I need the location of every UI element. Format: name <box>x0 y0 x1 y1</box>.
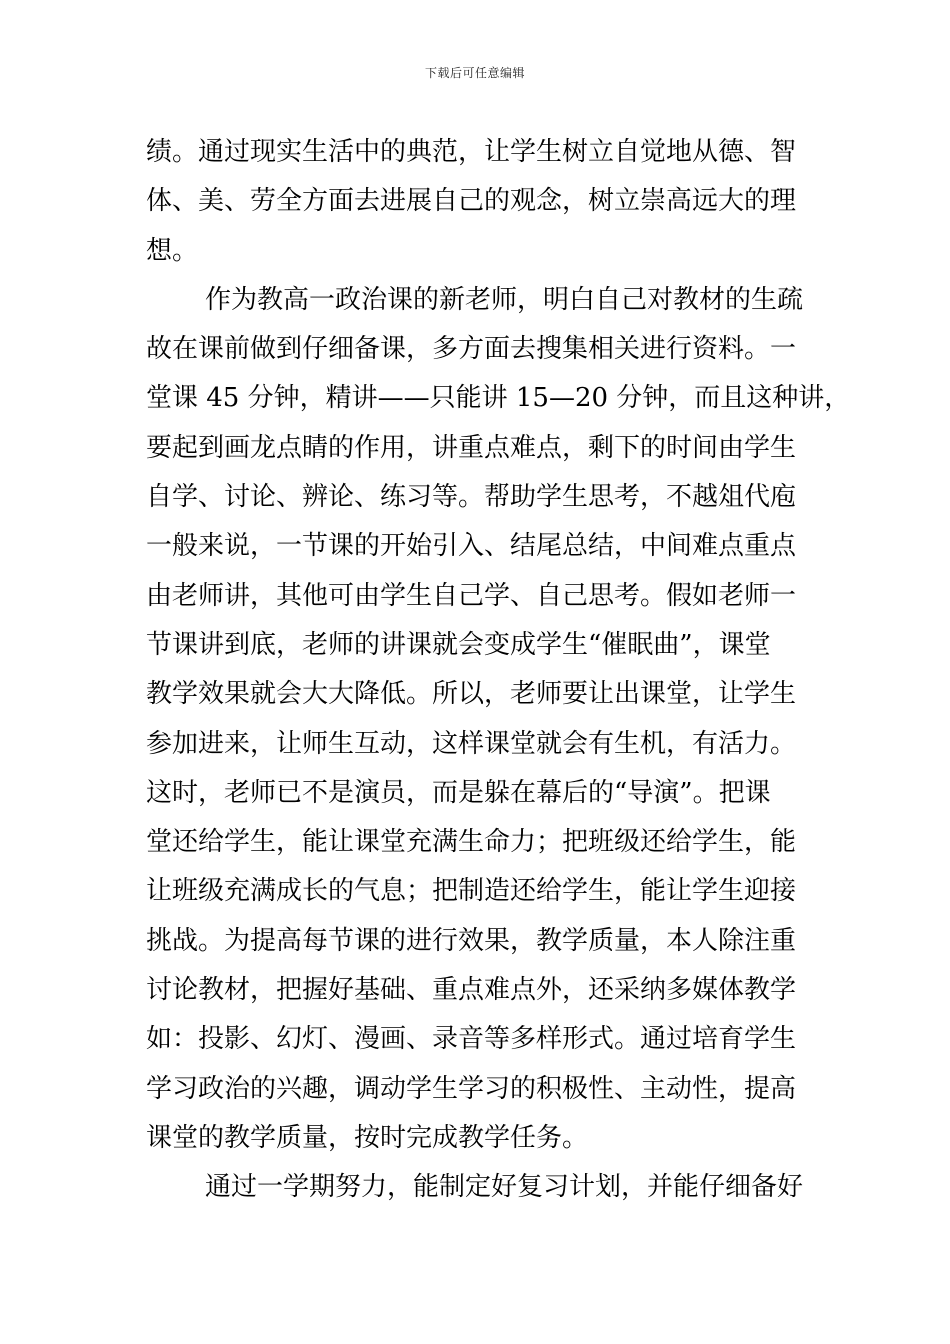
text-line: 如：投影、幻灯、漫画、录音等多样形式。通过培育学生 <box>146 1024 797 1055</box>
text-line: 要起到画龙点睛的作用，讲重点难点，剩下的时间由学生 <box>146 432 797 463</box>
text-line: 由老师讲，其他可由学生自己学、自己思考。假如老师一 <box>146 580 797 611</box>
paragraph-first-line: 作为教高一政治课的新老师，明白自己对教材的生疏 <box>205 284 804 315</box>
text-line: 节课讲到底，老师的讲课就会变成学生“催眠曲”，课堂 <box>146 629 771 660</box>
text-line: 想。 <box>146 235 199 266</box>
text-line: 堂课 45 分钟，精讲——只能讲 15—20 分钟，而且这种讲， <box>146 383 851 414</box>
text-line: 自学、讨论、辨论、练习等。帮助学生思考，不越俎代庖 <box>146 482 797 513</box>
text-line: 挑战。为提高每节课的进行效果，教学质量，本人除注重 <box>146 925 797 956</box>
text-line: 绩。通过现实生活中的典范，让学生树立自觉地从德、智 <box>146 137 797 167</box>
text-line: 让班级充满成长的气息；把制造还给学生，能让学生迎接 <box>146 876 797 907</box>
text-line: 一般来说，一节课的开始引入、结尾总结，中间难点重点 <box>146 531 797 562</box>
document-body <box>146 128 851 1213</box>
text-line: 故在课前做到仔细备课，多方面去搜集相关进行资料。一 <box>146 334 797 365</box>
text-line: 教学效果就会大大降低。所以，老师要让出课堂，让学生 <box>146 679 797 710</box>
text-line: 学习政治的兴趣，调动学生学习的积极性、主动性，提高 <box>146 1073 797 1104</box>
text-line: 体、美、劳全方面去进展自己的观念，树立崇高远大的理 <box>146 186 797 217</box>
text-line: 课堂的教学质量，按时完成教学任务。 <box>146 1122 589 1153</box>
text-line: 参加进来，让师生互动，这样课堂就会有生机，有活力。 <box>146 728 797 759</box>
paragraph-first-line: 通过一学期努力，能制定好复习计划，并能仔细备好 <box>205 1172 804 1203</box>
text-line: 堂还给学生，能让课堂充满生命力；把班级还给学生，能 <box>146 827 797 858</box>
text-line: 讨论教材，把握好基础、重点难点外，还采纳多媒体教学 <box>146 975 797 1006</box>
text-line: 这时，老师已不是演员，而是躲在幕后的“导演”。把课 <box>146 777 771 808</box>
page-header: 下载后可任意编辑 <box>424 66 525 80</box>
